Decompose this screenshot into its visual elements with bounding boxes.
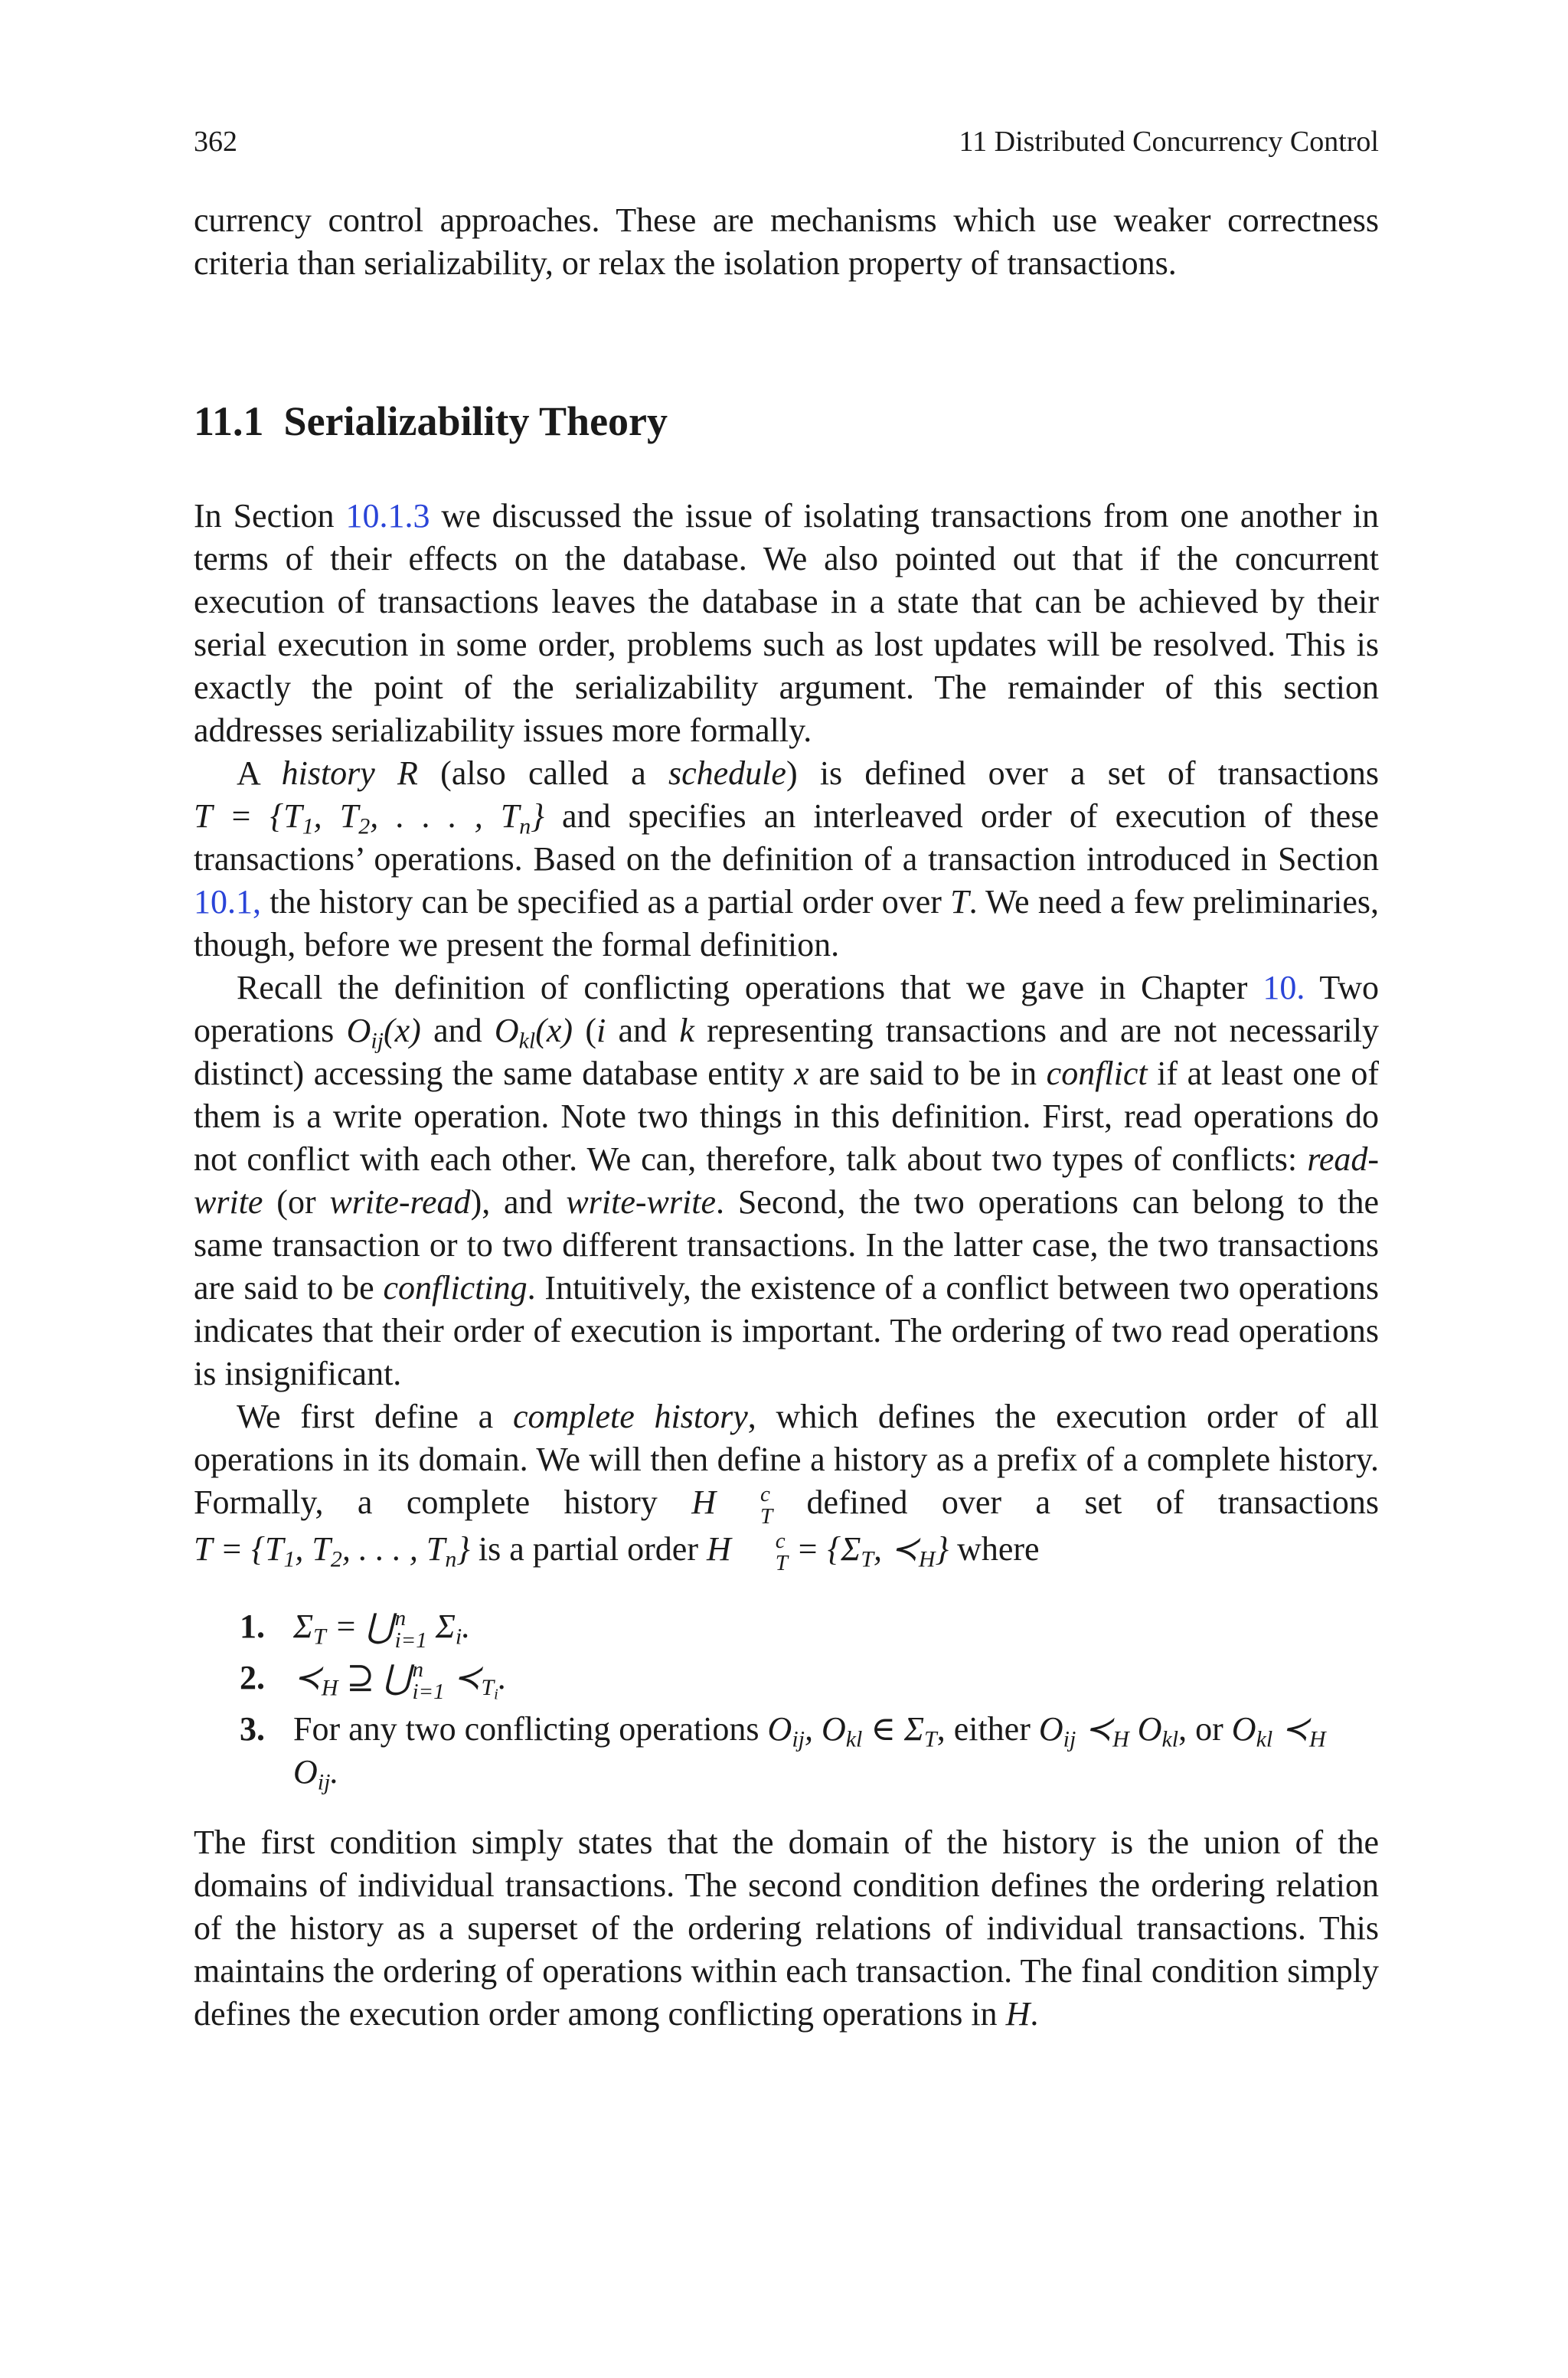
math-Okl: $O_{kl}(x)$ — [494, 1012, 573, 1054]
conditions-list — [194, 1605, 1379, 1794]
term-write-read: write-read — [329, 1183, 471, 1221]
term-read-write: read-write — [194, 1140, 1379, 1221]
math-Oij: $O_{ij}(x)$ — [346, 1012, 421, 1054]
section-number: 11.1 — [194, 398, 264, 444]
condition-item: 1. $\Sigma_T$ = ⋃ n i=1 $\Sigma_i$. — [194, 1605, 1379, 1652]
term-conflict: conflict — [1046, 1055, 1148, 1092]
section-title: Serializability Theory — [283, 398, 668, 444]
running-title: 11 Distributed Concurrency Control — [959, 126, 1379, 158]
math-condition-1: $\Sigma_T$ = ⋃ n i=1 $\Sigma_i$. — [293, 1605, 471, 1653]
page-body — [194, 199, 1379, 2036]
paragraph-4: We first define a complete history, which defines the execution order of all operations in its domain. We will then define a history as a prefix of a complete history. Formally, a complete history H c T defined over a set of transactions $T = \{T_1$, $T_2$, . . . , $T_n$} is a partial order H c T = {$\Sigma_T$, $≺_H$} where — [194, 1398, 1380, 1575]
term-history: history R — [281, 754, 418, 792]
term-write-write: write-write — [566, 1183, 716, 1221]
page-number: 362 — [194, 126, 237, 158]
condition-item: 2. $≺_H$ ⊇ ⋃ n i=1 $≺_{T_i}$. — [194, 1657, 1379, 1703]
section-heading — [194, 397, 1379, 446]
term-complete-history: complete history — [512, 1398, 748, 1435]
math-transaction-set: $T = \{T_1$, $T_2$, . . . , $T_n$} — [194, 797, 544, 839]
math-T: T — [950, 883, 969, 921]
continued-paragraph: currency control approaches. These are mechanisms which use weaker correctness criteria than serializability, or relax the isolation property of transactions. — [194, 201, 1379, 282]
math-condition-2: $≺_H$ ⊇ ⋃ n i=1 $≺_{T_i}$. — [293, 1657, 507, 1704]
paragraph-5: The first condition simply states that the domain of the history is the union of the domains of individual transactions. The second condition defines the ordering relation of the history as a superset of the ordering relations of individual transactions. This maintains the ordering of operations within each transaction. The final condition simply defines the execution order among conflicting operations in H. — [194, 1823, 1379, 2033]
math-transaction-set: $T = \{T_1$, $T_2$, . . . , $T_n$} — [194, 1529, 470, 1572]
math-HcT: H c T — [691, 1481, 773, 1529]
chapter-ref-link[interactable]: 10. — [1263, 969, 1305, 1006]
paragraph-3: Recall the definition of conflicting operations that we gave in Chapter 10. Two operations $O_{ij}(x)$ and $O_{kl}(x)$ (i and k representing transactions and are not necessarily distinct) accessing the same database entity x are said to be in conflict if at least one of them is a write operation. Note two things in this definition. First, read operations do not conflict with each other. We can, therefore, talk about two types of conflicts: read-write (or write-read), and write-write. Second, the two operations can belong to the same transaction or to two different transactions. In the latter case, the two transactions are said to be conflicting. Intuitively, the existence of a conflict between two operations indicates that their order of execution is important. The ordering of two read operations is insignificant. — [194, 969, 1380, 1392]
paragraph-2: A history R (also called a schedule) is defined over a set of transactions $T = \{T_1$, $T_2$, . . . , $T_n$} and specifies an interleaved order of execution of these transactions’ operations. Based on the definition of a transaction introduced in Section 10.1, the history can be specified as a partial order over T. We need a few preliminaries, though, before we present the formal definition. — [194, 754, 1379, 963]
section-ref-link[interactable]: 10.1.3 — [345, 497, 430, 535]
condition-item: 3. For any two conflicting operations $O_{ij}$, $O_{kl}$ ∈ $\Sigma_T$, either $O_{ij}$ $≺_H$ $O_{kl}$, or $O_{kl}$ $≺_H$ $O_{ij}$. — [240, 1709, 1326, 1795]
paragraph-1: In Section 10.1.3 we discussed the issue of isolating transactions from one another in terms of their effects on the database. We also pointed out that if the concurrent execution of transactions leaves the database in a state that can be achieved by their serial execution in some order, problems such as lost updates will be resolved. This is exactly the point of the serializability argument. The remainder of this section addresses serializability issues more formally. — [194, 497, 1379, 749]
math-partial-order: H c T = {$\Sigma_T$, $≺_H$} — [706, 1528, 949, 1575]
term-conflicting: conflicting — [383, 1269, 528, 1307]
section-ref-link[interactable]: 10.1, — [194, 883, 261, 921]
term-schedule: schedule — [668, 754, 786, 792]
